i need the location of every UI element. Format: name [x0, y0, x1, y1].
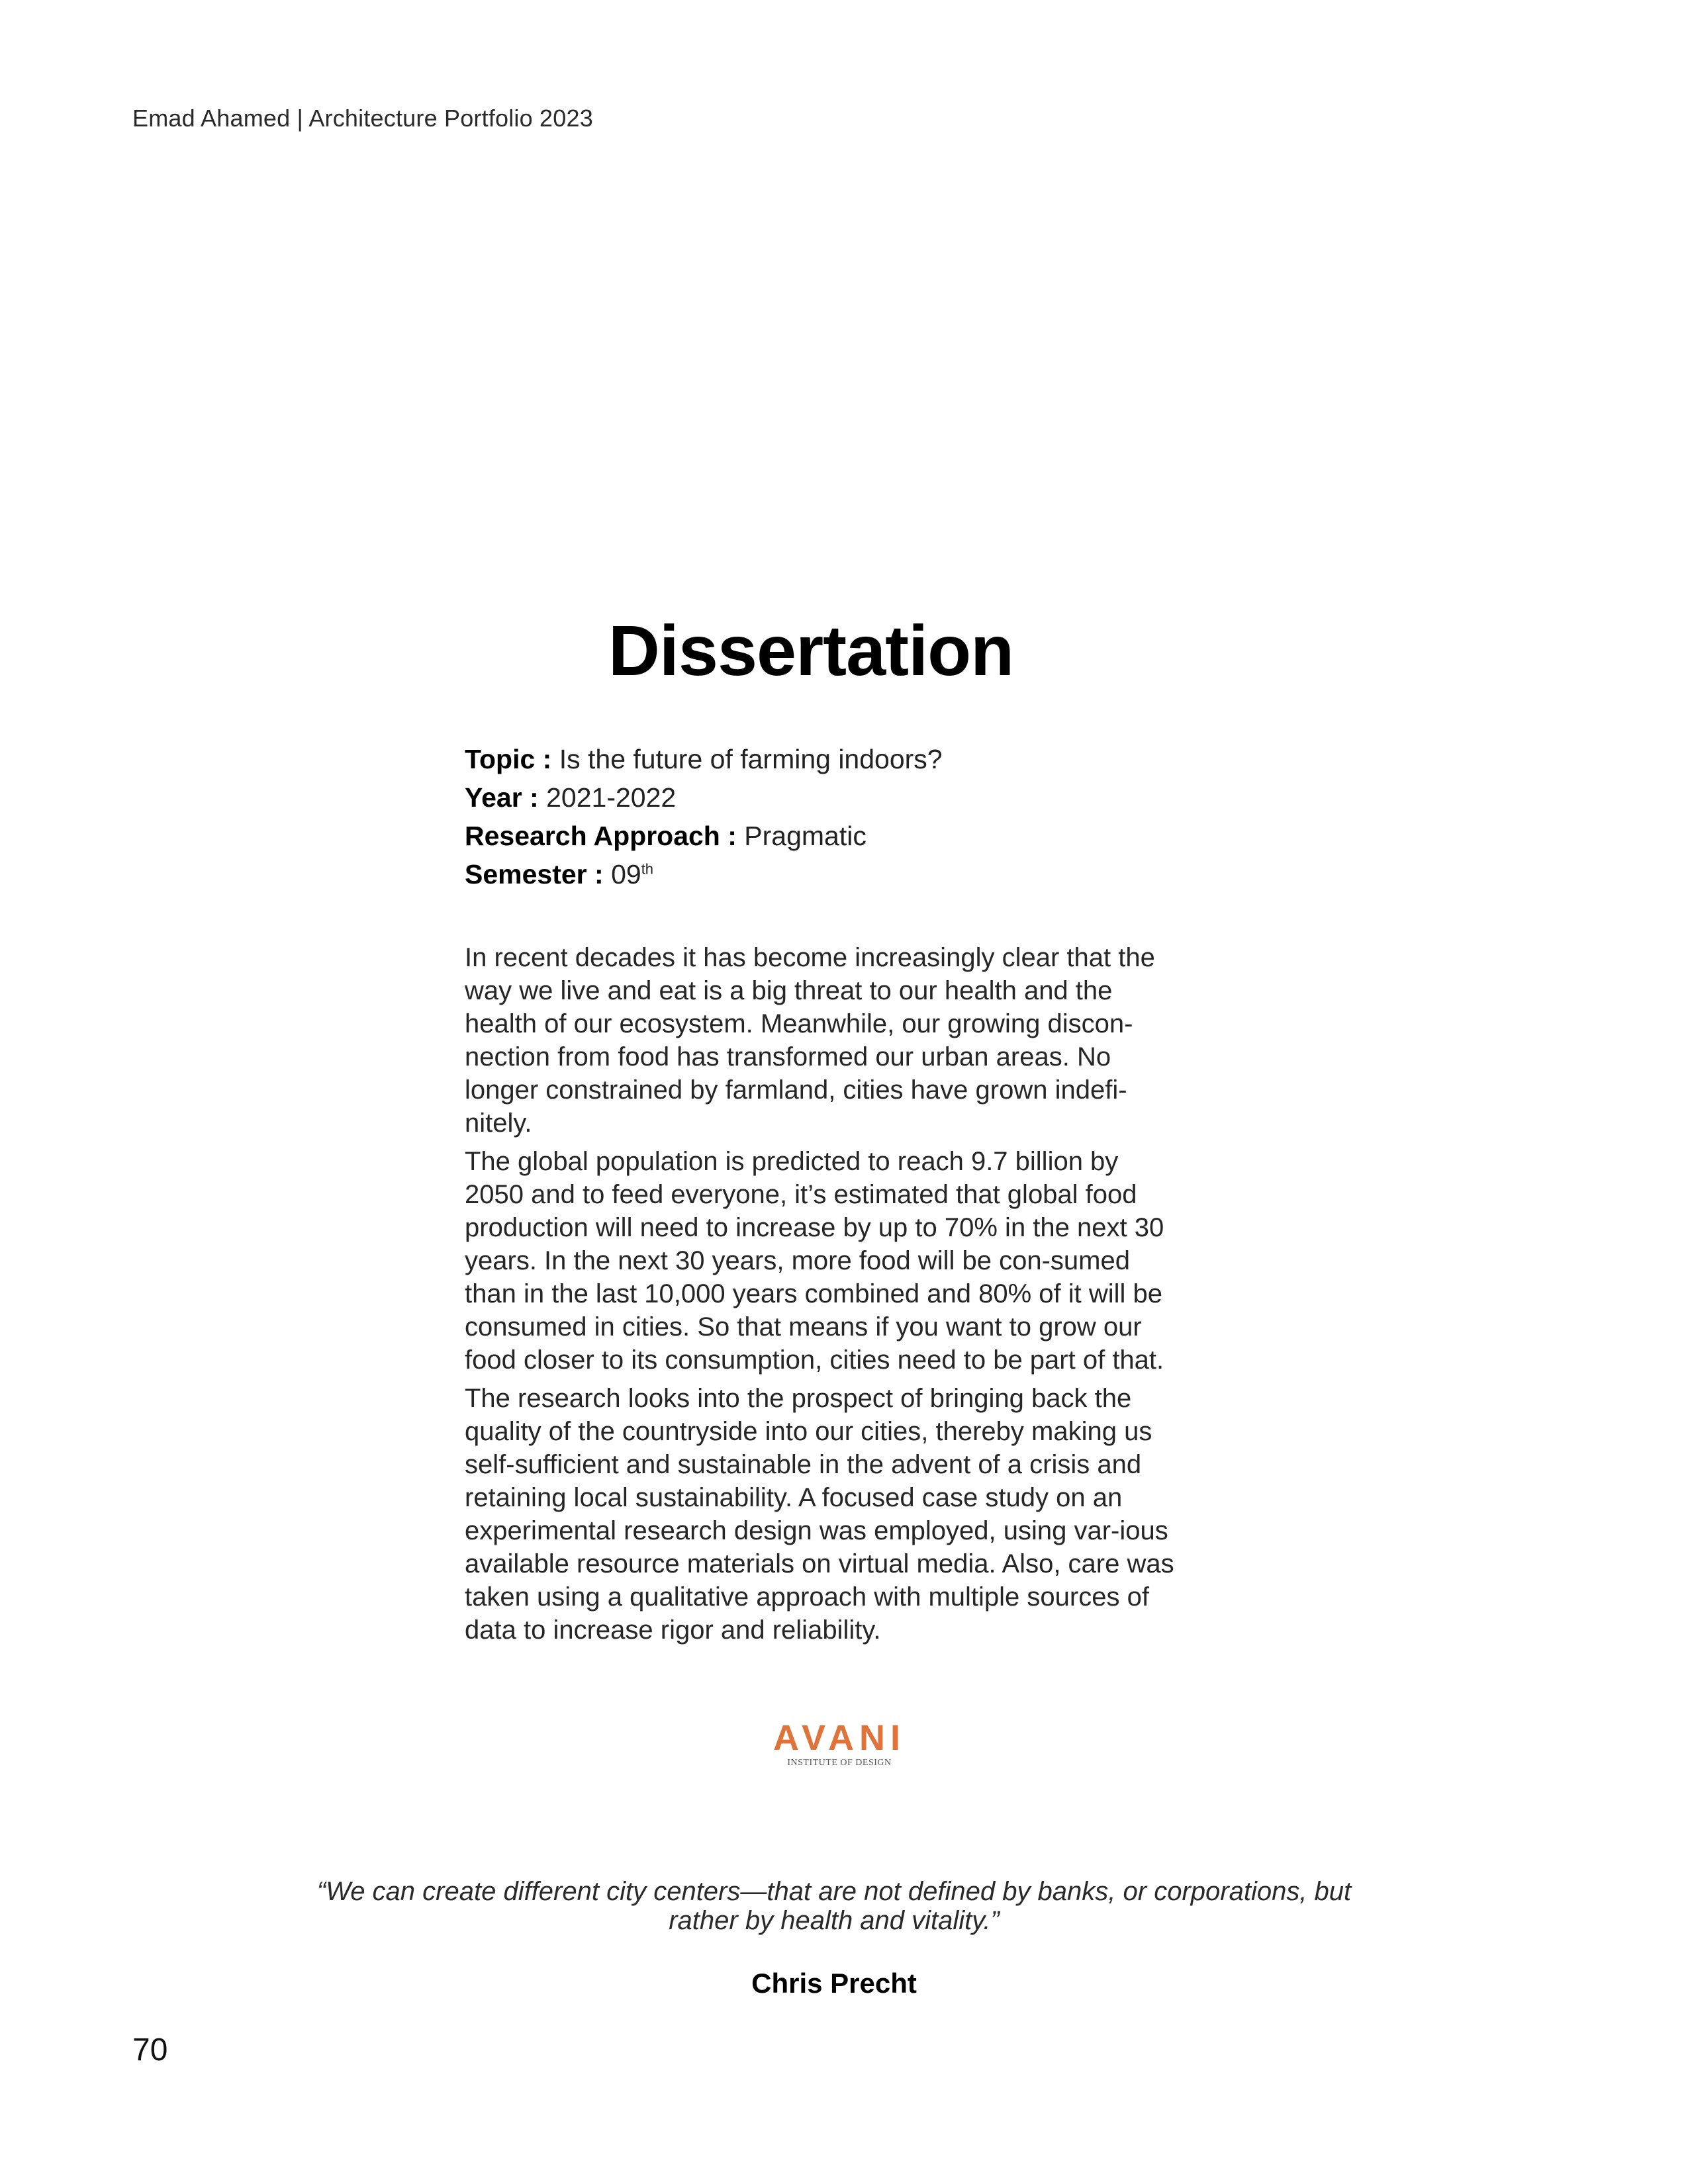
meta-approach-value: Pragmatic — [744, 821, 867, 851]
abstract-paragraph-3: The research looks into the prospect of bringing back the quality of the countryside into our cities, thereby making us self-sufficient and sustainable in the advent of a crisis and retaining local sustainability. A focused case study on an experimental research design was employed, using var-ious available resource materials on virtual media. Also, care was taken using a qualitative approach with multiple sources of data to increase rigor and reliability. — [465, 1384, 1174, 1645]
meta-year — [465, 778, 1193, 817]
abstract-paragraph-2: The global population is predicted to reach 9.7 billion by 2050 and to feed everyone, it’s estimated that global food production will need to increase by up to 70% in the next 30 years. In the next 30 years, more food will be con-sumed than in the last 10,000 years combined and 80% of it will be consumed in cities. So that means if you want to grow our food closer to its consumption, cities need to be part of that. — [465, 1147, 1164, 1375]
meta-semester-value: 09 — [611, 859, 641, 889]
meta-year-label: Year : — [465, 782, 539, 813]
meta-approach — [465, 817, 1193, 855]
meta-topic-value: Is the future of farming indoors? — [559, 744, 943, 774]
meta-semester-label: Semester : — [465, 859, 604, 889]
meta-approach-label: Research Approach : — [465, 821, 737, 851]
abstract-paragraph-1: In recent decades it has become increasingly clear that the way we live and eat is a big threat to our health and the health of our ecosystem. Meanwhile, our growing discon-nection from food has transformed our urban areas. No longer constrained by farmland, cities have grown indefi-nitely. — [465, 943, 1155, 1138]
meta-semester — [465, 855, 1193, 893]
meta-year-value: 2021-2022 — [546, 782, 677, 813]
abstract-body — [465, 941, 1180, 1652]
page-number: 70 — [132, 2032, 168, 2068]
closing-quote: “We can create different city centers—that are not defined by banks, or corporations, but rather by health and vitality.” — [316, 1877, 1352, 1935]
running-header: Emad Ahamed | Architecture Portfolio 2023 — [132, 105, 593, 132]
meta-semester-suffix: th — [641, 860, 654, 878]
logo-wordmark: AVANI — [773, 1718, 906, 1758]
dissertation-meta — [465, 740, 1193, 893]
meta-topic — [465, 740, 1193, 778]
meta-topic-label: Topic : — [465, 744, 552, 774]
quote-author: Chris Precht — [751, 1968, 917, 1999]
logo-subtitle: INSTITUTE OF DESIGN — [787, 1758, 892, 1768]
page-title: Dissertation — [608, 610, 1014, 690]
avani-logo — [773, 1719, 906, 1768]
